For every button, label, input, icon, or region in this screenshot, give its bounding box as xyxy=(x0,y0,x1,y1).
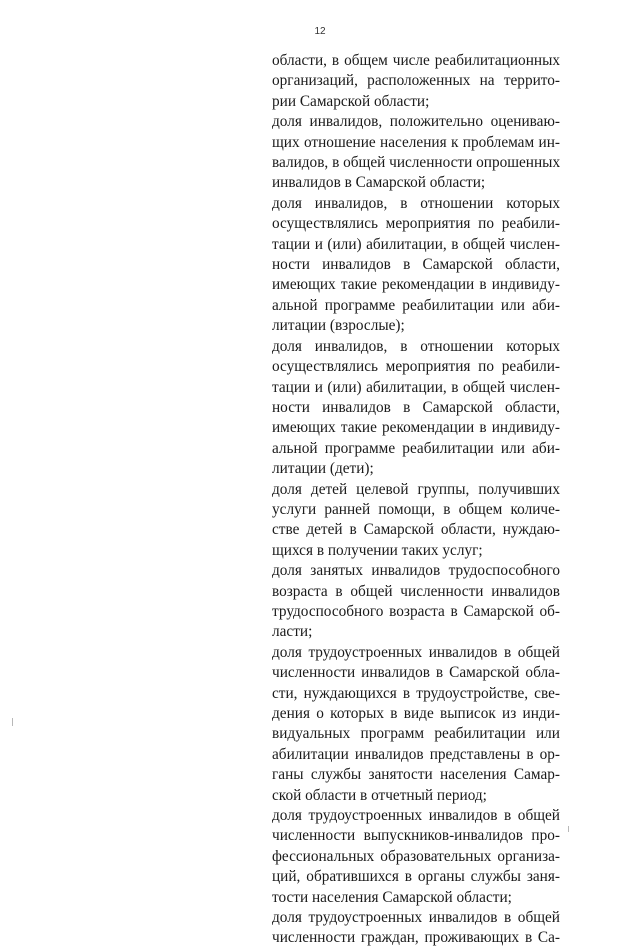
text-line: литации (дети); xyxy=(272,460,374,478)
text-line: организаций, расположенных на террито- xyxy=(272,72,560,90)
text-line: осуществлялись мероприятия по реабили- xyxy=(272,215,560,233)
text-line: возраста в общей численности инвалидов xyxy=(272,582,560,600)
text-line: ности инвалидов в Самарской области, xyxy=(272,398,560,416)
text-line: щих отношение населения к проблемам ин- xyxy=(272,133,560,151)
text-line: имеющих такие рекомендации в индивиду- xyxy=(272,419,560,437)
text-line: тости населения Самарской области; xyxy=(272,888,512,906)
text-line: доля инвалидов, положительно оцениваю- xyxy=(272,113,560,131)
text-line: ности инвалидов в Самарской области, xyxy=(272,256,560,274)
text-line: осуществлялись мероприятия по реабили- xyxy=(272,358,560,376)
text-line: ций, обратившихся в органы службы заня- xyxy=(272,868,560,886)
text-line: доля инвалидов, в отношении которых xyxy=(272,194,560,212)
text-line: альной программе реабилитации или аби- xyxy=(272,296,560,314)
text-line: валидов, в общей численности опрошенных xyxy=(272,154,561,172)
text-line: доля инвалидов, в отношении которых xyxy=(272,337,560,355)
scan-artifact xyxy=(12,718,13,726)
text-line: численности инвалидов в Самарской обла- xyxy=(272,664,560,682)
scan-artifact xyxy=(568,826,569,832)
text-line: ганы службы занятости населения Самар- xyxy=(272,766,560,784)
text-line: ской области в отчетный период; xyxy=(272,786,487,804)
text-line: численности выпускников-инвалидов про- xyxy=(272,827,560,845)
text-line: доля трудоустроенных инвалидов в общей xyxy=(272,807,560,825)
text-line: ласти; xyxy=(272,623,313,641)
text-line: абилитации инвалидов представлены в ор- xyxy=(272,745,560,763)
text-line: фессиональных образовательных организа- xyxy=(272,847,560,865)
text-line: инвалидов в Самарской области; xyxy=(272,174,486,192)
text-line: доля занятых инвалидов трудоспособного xyxy=(272,562,560,580)
text-line: тации и (или) абилитации, в общей числен- xyxy=(272,378,560,396)
text-line: литации (взрослые); xyxy=(272,317,405,335)
text-line: стве детей в Самарской области, нуждаю- xyxy=(272,521,560,539)
text-line: дения о которых в виде выписок из инди- xyxy=(272,705,560,722)
text-line: рии Самарской области; xyxy=(272,92,430,110)
text-line: щихся в получении таких услуг; xyxy=(272,541,483,559)
text-column xyxy=(272,51,560,949)
text-line: тации и (или) абилитации, в общей числен- xyxy=(272,235,560,253)
text-line: доля детей целевой группы, получивших xyxy=(272,480,560,498)
text-line: численности граждан, проживающих в Са- xyxy=(272,929,560,947)
text-line: трудоспособного возраста в Самарской об- xyxy=(272,602,560,620)
text-line: доля трудоустроенных инвалидов в общей xyxy=(272,643,560,661)
page-number: 12 xyxy=(314,26,326,37)
text-line: сти, нуждающихся в трудоустройстве, све- xyxy=(272,684,560,702)
text-line: имеющих такие рекомендации в индивиду- xyxy=(272,276,560,294)
text-line: услуги ранней помощи, в общем количе- xyxy=(272,500,560,518)
text-line: видуальных программ реабилитации или xyxy=(272,725,560,743)
text-line: доля трудоустроенных инвалидов в общей xyxy=(272,909,560,927)
text-line: области, в общем числе реабилитационных xyxy=(272,52,560,69)
text-line: альной программе реабилитации или аби- xyxy=(272,439,560,457)
